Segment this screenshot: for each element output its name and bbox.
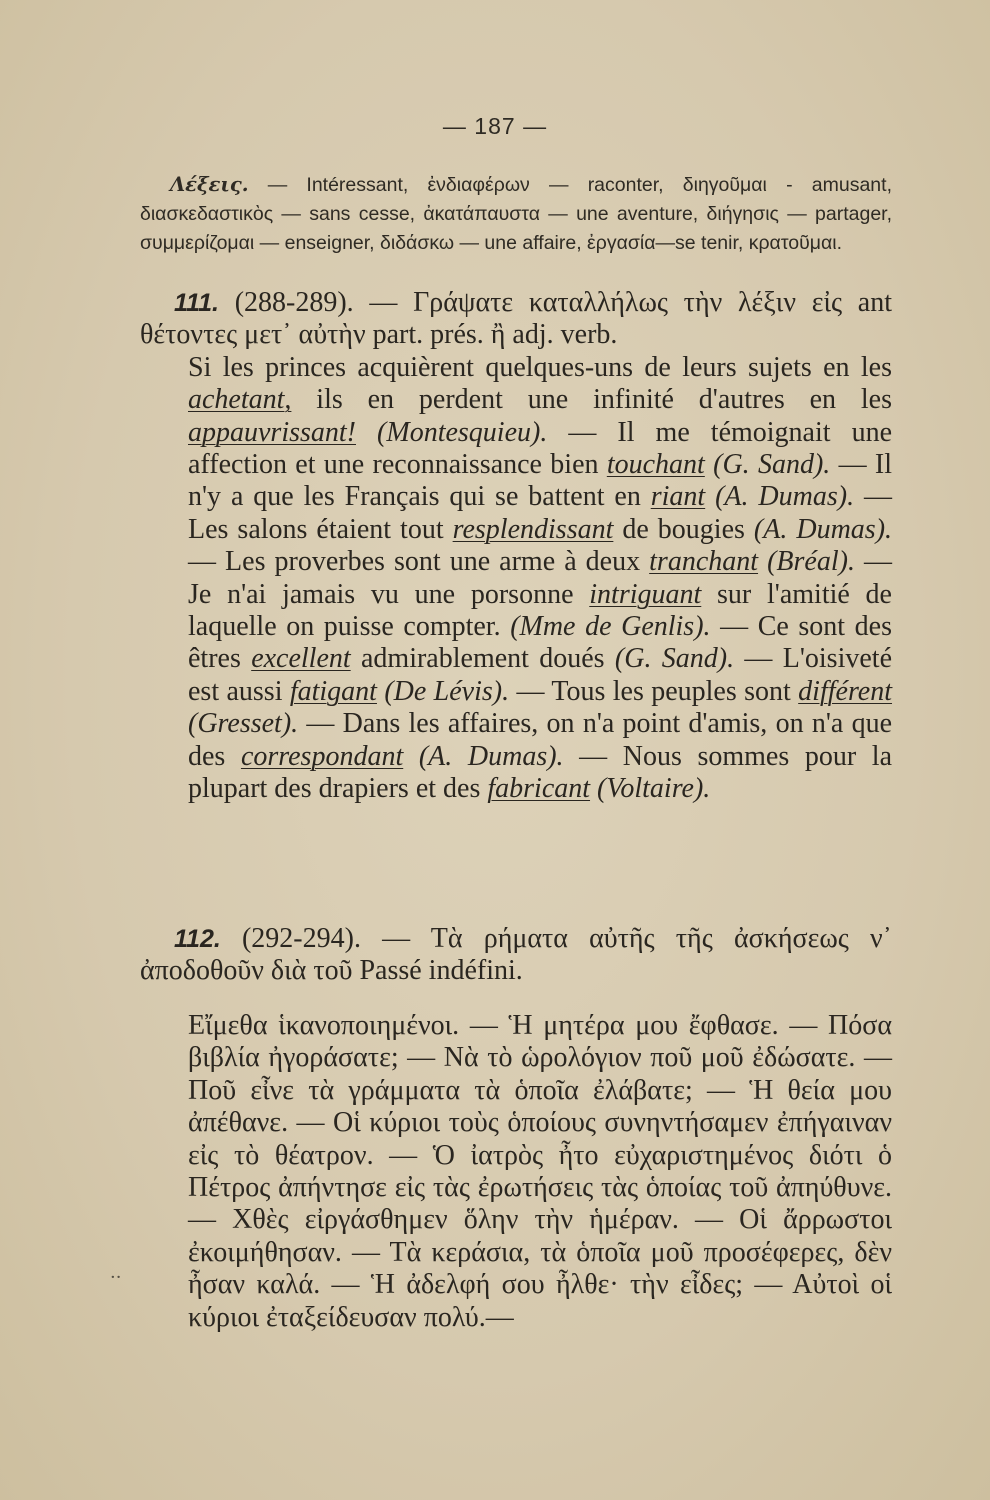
exercise-112-sentences — [140, 1010, 892, 1334]
underlined-answer-word: intriguant — [589, 578, 702, 610]
page-number: — 187 — — [442, 113, 548, 139]
sentence-text — [356, 417, 377, 448]
vocabulary-block — [140, 170, 892, 258]
exercise-111-instruction: (288-289). — Γράψατε καταλλήλως τὴν λέξιν εἰς ant θέτοντες μετ᾽ αὐτὴν part. prés. ἢ adj. verb. — [140, 287, 893, 351]
sentence-text: — L'oisiveté est aussi — [188, 643, 892, 707]
exercise-111-number: 111. — [174, 289, 219, 317]
sentence-text — [758, 546, 767, 577]
quote-source: (Gresset). — [188, 708, 299, 740]
sentence-text: — Ce sont des êtres — [188, 611, 892, 675]
underlined-answer-word: correspondant — [240, 740, 404, 772]
underlined-answer-word: achetant, — [188, 384, 292, 416]
quote-source: (A. Dumas). — [753, 513, 893, 545]
quote-source: (Voltaire). — [597, 773, 711, 805]
sentence-text — [403, 741, 419, 772]
underlined-answer-word: tranchant — [649, 546, 759, 578]
sentence-text — [590, 773, 597, 804]
exercise-112-text: Εἴμεθα ἱκανοποιημένοι. — Ἡ μητέρα μου ἔφθασε. — Πόσα βιβλία ἠγοράσατε; — Νὰ τὸ ὡρολόγιον ποῦ μοῦ ἐδώσατε. — Ποῦ εἶνε τὰ γράμματα τὰ ὁποῖα ἐλάβατε; — Ἡ θεία μου ἀπέθανε. — Οἱ κύριοι τοὺς ὁποίους συνηντήσαμεν ἐπήγαιναν εἰς τὸ θέατρον. — Ὁ ἰατρὸς ἦτο εὐχαριστημένος διότι ὁ Πέτρος ἀπήντησε εἰς τὰς ἐρωτήσεις τὰς ὁποίας τοῦ ἀπηύθυνε. — Χθὲς εἰργάσθημεν ὅλην τὴν ἡμέραν. — Οἱ ἄρρωστοι ἐκοιμήθησαν. — Τὰ κεράσια, τὰ ὁποῖα μοῦ προσέφερες, δὲν ἦσαν καλά. — Ἡ ἀδελφή σου ἦλθε· τὴν εἶδες; — Αὐτοὶ οἱ κύριοι ἐταξείδευσαν πολύ.— — [188, 1010, 892, 1333]
margin-mark: ·· — [110, 1267, 122, 1288]
sentence-text: — Nous sommes pour la plupart des drapiers et des — [188, 740, 893, 805]
quote-source: (De Lévis). — [384, 675, 510, 707]
underlined-answer-word: appauvrissant! — [188, 416, 356, 448]
exercise-112-number: 112. — [174, 925, 221, 953]
sentence-text: de bougies — [613, 513, 754, 545]
vocabulary-label: Λέξεις. — [170, 173, 249, 196]
sentence-text: — Je n'ai jamais vu une porsonne — [188, 546, 893, 610]
quote-source: (Bréal). — [767, 546, 855, 578]
sentence-text: — Il me témoignait une affection et une reconnaissance bien — [188, 416, 893, 481]
underlined-answer-word: resplendissant — [452, 513, 614, 545]
sentence-text: — Les salons étaient tout — [188, 481, 892, 545]
sentence-text: — Il n'y a que les Français qui se battent en — [188, 449, 893, 513]
sentence-text — [705, 481, 715, 512]
sentence-text: — Tous les peuples sont — [509, 675, 799, 707]
underlined-answer-word: fatigant — [289, 675, 377, 707]
sentence-text: — Les proverbes sont une arme à deux — [188, 546, 650, 578]
quote-source: (Mme de Genlis). — [510, 611, 711, 643]
sentence-text: ils en perdent une infinité d'autres en les — [291, 384, 892, 416]
vocabulary-text: — Intéressant, ἐνδιαφέρων — raconter, διηγοῦμαι - amusant, διασκεδαστικὸς — sans cesse, ἀκατάπαυστα — une aventure, διήγησις — partager, συμμερίζομαι — enseigner, διδάσκω — une affaire, ἐργασία—se tenir, κρατοῦμαι. — [140, 174, 892, 254]
underlined-answer-word: différent — [798, 675, 893, 707]
exercise-111-body — [188, 352, 892, 806]
underlined-answer-word: touchant — [606, 449, 705, 481]
quote-source: (G. Sand). — [713, 449, 831, 481]
sentence-text: sur l'amitié de laquelle on puisse compter. — [188, 578, 892, 643]
quote-source: (A. Dumas). — [418, 740, 564, 772]
sentence-text: Si les princes acquièrent quelques-uns de leurs sujets en les — [188, 351, 892, 383]
sentence-text — [705, 449, 713, 480]
underlined-answer-word: fabricant — [487, 773, 591, 805]
underlined-answer-word: riant — [650, 481, 706, 513]
quote-source: (Montesquieu). — [377, 416, 548, 448]
sentence-text: admirablement doués — [350, 643, 615, 675]
underlined-answer-word: excellent — [251, 643, 351, 675]
quote-source: (G. Sand). — [614, 643, 735, 675]
exercise-112 — [140, 923, 892, 988]
exercise-112-instruction: (292-294). — Τὰ ρήματα αὐτῆς τῆς ἀσκήσεως ν᾽ ἀποδοθοῦν διὰ τοῦ Passé indéfini. — [140, 923, 892, 987]
sentence-text: — Dans les affaires, on n'a point d'amis, on n'a que des — [188, 708, 892, 772]
quote-source: (A. Dumas). — [715, 481, 855, 513]
exercise-111 — [140, 287, 892, 806]
